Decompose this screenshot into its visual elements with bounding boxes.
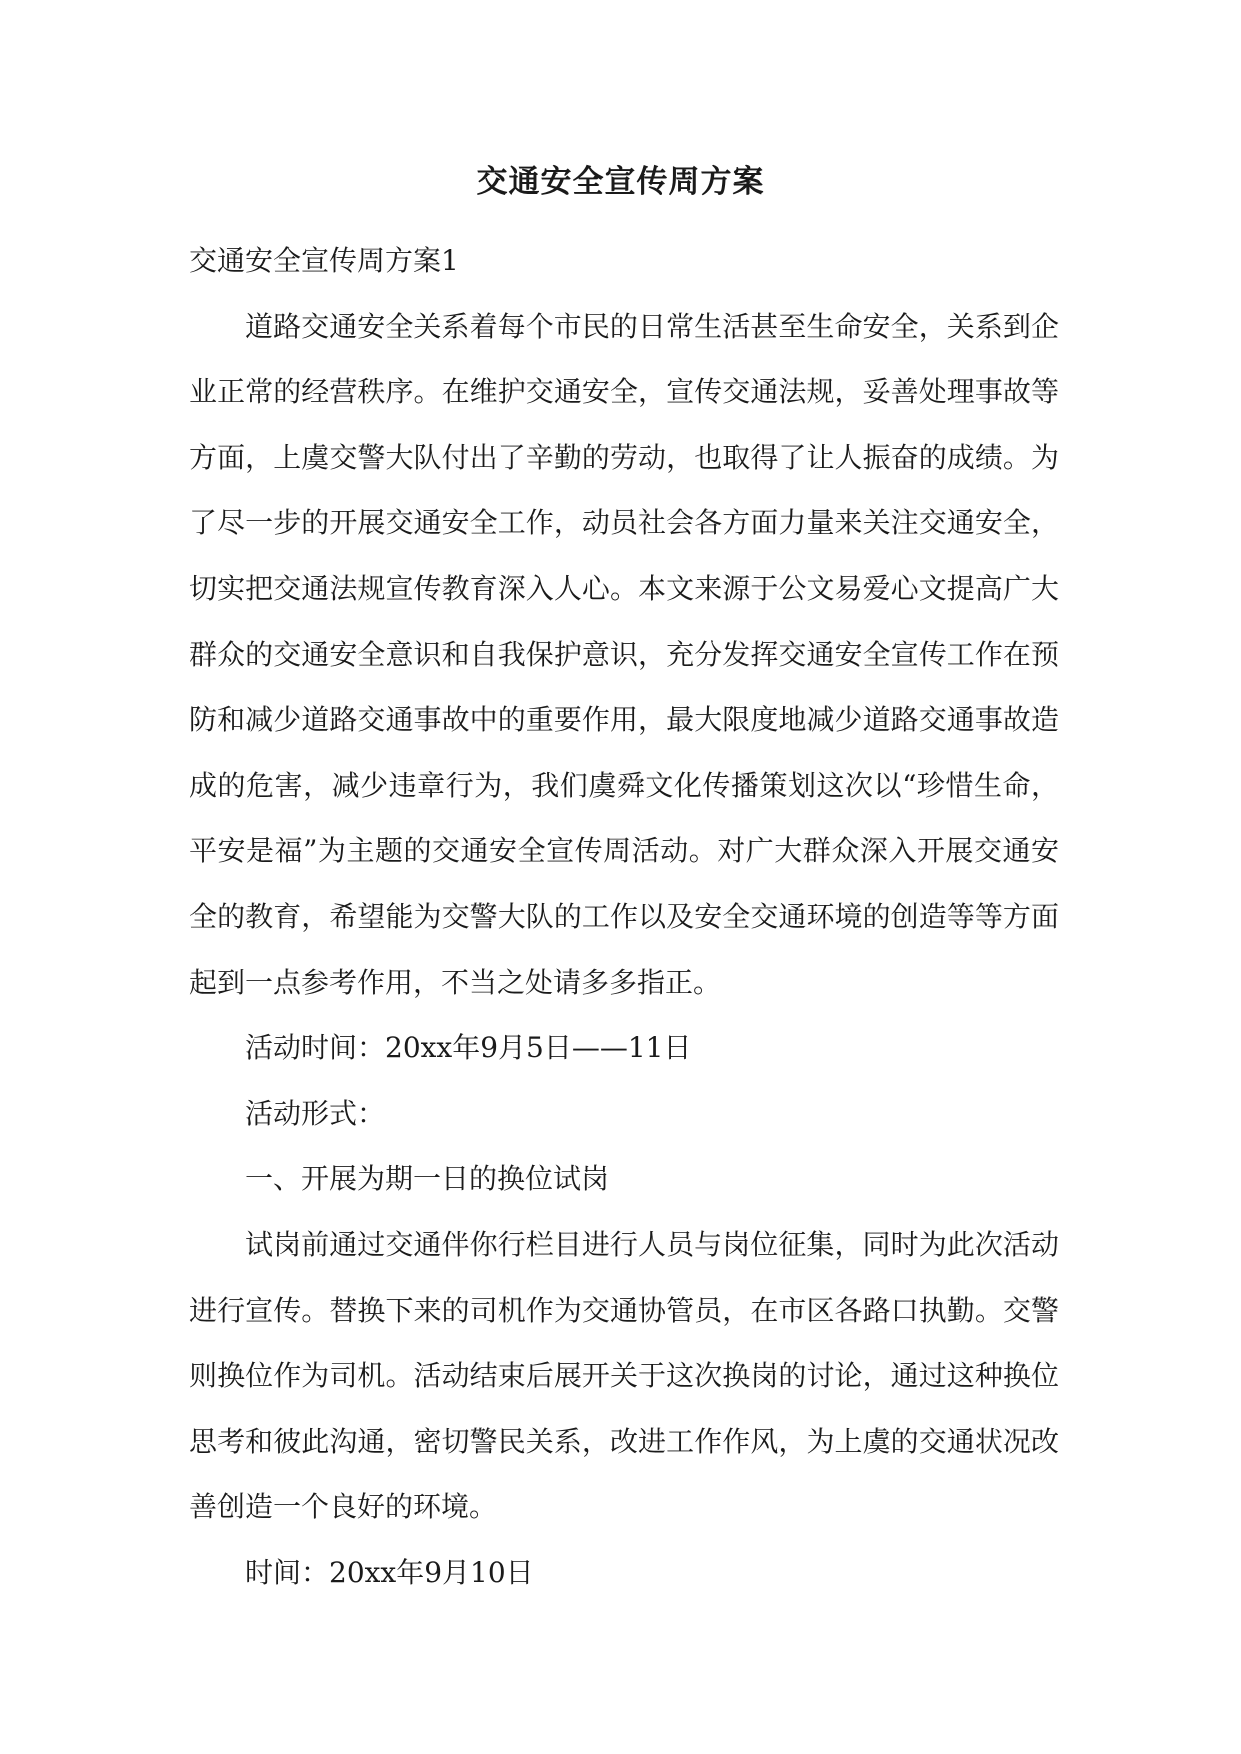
job-swap-paragraph: 试岗前通过交通伴你行栏目进行人员与岗位征集，同时为此次活动进行宣传。替换下来的司机作为交通协管员，在市区各路口执勤。交警则换位作为司机。活动结束后展开关于这次换岗的讨论，通过这种换位思考和彼此沟通，密切警民关系，改进工作作风，为上虞的交通状况改善创造一个良好的环境。 <box>189 1227 1059 1524</box>
document-title: 交通安全宣传周方案 <box>476 164 765 200</box>
document-subtitle: 交通安全宣传周方案1 <box>189 244 459 277</box>
document-body <box>189 228 1059 1605</box>
activity-time: 活动时间：20xx年9月5日——11日 <box>245 1031 692 1065</box>
activity-form-label: 活动形式： <box>245 1096 386 1130</box>
job-swap-time: 时间：20xx年9月10日 <box>245 1555 534 1589</box>
intro-paragraph: 道路交通安全关系着每个市民的日常生活甚至生命安全，关系到企业正常的经营秩序。在维护交通安全，宣传交通法规，妥善处理事故等方面，上虞交警大队付出了辛勤的劳动，也取得了让人振奋的成绩。为了尽一步的开展交通安全工作，动员社会各方面力量来关注交通安全，切实把交通法规宣传教育深入人心。本文来源于公文易爱心文提高广大群众的交通安全意识和自我保护意识，充分发挥交通安全宣传工作在预防和减少道路交通事故中的重要作用，最大限度地减少道路交通事故造成的危害，减少违章行为，我们虞舜文化传播策划这次以“珍惜生命，平安是福”为主题的交通安全宣传周活动。对广大群众深入开展交通安全的教育，希望能为交警大队的工作以及安全交通环境的创造等等方面起到一点参考作用，不当之处请多多指正。 <box>189 309 1059 999</box>
section-heading-job-swap: 一、开展为期一日的换位试岗 <box>245 1162 610 1196</box>
